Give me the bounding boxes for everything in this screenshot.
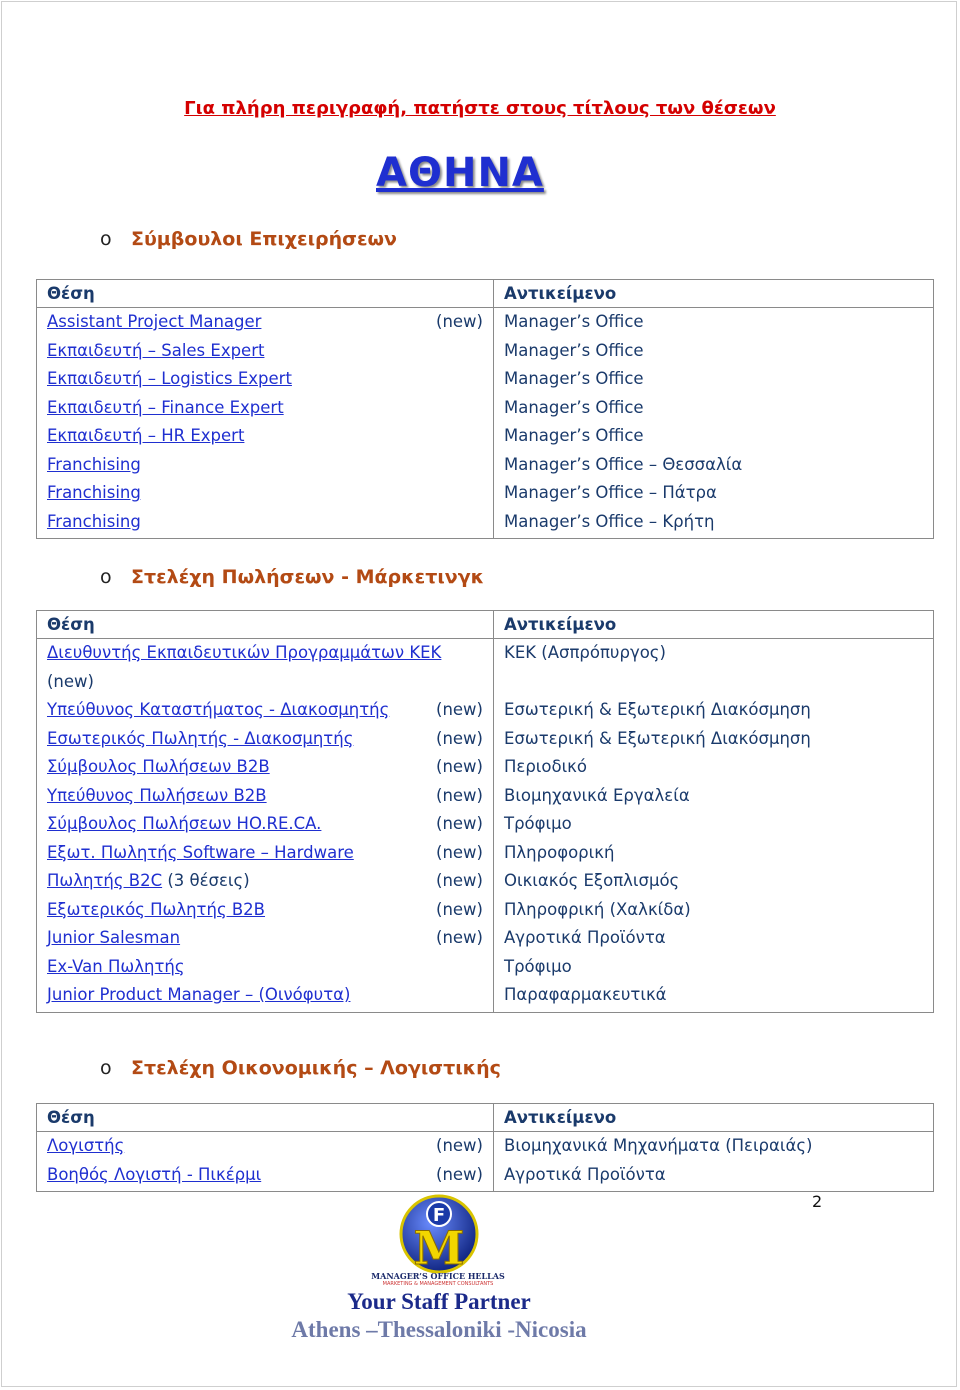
position-link[interactable]: Πωλητής B2C xyxy=(47,871,163,890)
position-cell xyxy=(37,867,494,896)
svg-text:M: M xyxy=(413,1221,465,1275)
header-object: Αντικείμενο xyxy=(494,280,934,308)
new-badge: (new) xyxy=(436,1164,483,1184)
position-link[interactable]: Εξωτ. Πωλητής Software – Hardware xyxy=(47,842,354,862)
position-wrap xyxy=(47,394,284,423)
position-wrap xyxy=(47,639,441,668)
table-row xyxy=(37,451,934,480)
new-badge: (new) xyxy=(436,728,483,748)
position-cell xyxy=(37,839,494,868)
new-badge: (new) xyxy=(436,842,483,862)
position-cell xyxy=(37,782,494,811)
table-row xyxy=(37,508,934,539)
position-cell xyxy=(37,924,494,953)
bullet: o xyxy=(100,1057,112,1079)
new-badge: (new) xyxy=(436,757,483,776)
position-wrap xyxy=(47,839,354,868)
position-link[interactable]: Λογιστής xyxy=(47,1136,125,1155)
position-cell xyxy=(37,953,494,982)
object-cell: Πληροφρική (Χαλκίδα) xyxy=(494,896,934,925)
position-wrap xyxy=(47,953,185,982)
section-title-consultants xyxy=(100,228,397,250)
position-wrap xyxy=(47,479,141,508)
position-wrap xyxy=(47,696,389,725)
position-wrap xyxy=(47,308,261,337)
section-title-sales xyxy=(100,566,484,588)
new-badge: (new) xyxy=(436,785,483,805)
table-row xyxy=(37,639,934,697)
position-cell xyxy=(37,508,494,539)
table-row xyxy=(37,365,934,394)
position-wrap xyxy=(47,725,353,754)
jobs-table-sales xyxy=(36,610,934,1013)
bullet: o xyxy=(100,228,112,250)
new-badge: (new) xyxy=(436,871,483,890)
new-badge: (new) xyxy=(436,814,483,833)
position-cell xyxy=(37,308,494,337)
table-body xyxy=(37,639,934,1013)
position-link[interactable]: Εσωτερικός Πωλητής - Διακοσμητής xyxy=(47,728,354,748)
new-badge: (new) xyxy=(436,1136,483,1155)
position-link[interactable]: Franchising xyxy=(47,483,141,502)
object-cell: Manager’s Office – Κρήτη xyxy=(494,508,934,539)
position-cell xyxy=(37,639,494,697)
table-row xyxy=(37,479,934,508)
new-badge: (new) xyxy=(436,312,483,331)
object-cell: Manager’s Office – Θεσσαλία xyxy=(494,451,934,480)
position-wrap xyxy=(47,508,141,537)
section-title-finance xyxy=(100,1057,501,1079)
object-cell: Manager’s Office xyxy=(494,308,934,337)
table-row xyxy=(37,839,934,868)
object-cell: Εσωτερική & Εξωτερική Διακόσμηση xyxy=(494,725,934,754)
position-link[interactable]: Εκπαιδευτή – Logistics Expert xyxy=(47,369,292,388)
object-cell: Βιομηχανικά Εργαλεία xyxy=(494,782,934,811)
logo-subtitle: MARKETING & MANAGEMENT CONSULTANTS xyxy=(382,1281,494,1287)
position-cell xyxy=(37,451,494,480)
table-row xyxy=(37,1132,934,1161)
position-link[interactable]: Υπεύθυνος Καταστήματος - Διακοσμητής xyxy=(47,700,390,719)
position-link[interactable]: Ex-Van Πωλητής xyxy=(47,956,185,976)
instruction-link[interactable]: Για πλήρη περιγραφή, πατήστε στους τίτλους των θέσεων xyxy=(184,98,776,119)
position-cell xyxy=(37,365,494,394)
position-cell xyxy=(37,753,494,782)
table-row xyxy=(37,308,934,337)
position-link[interactable]: Σύμβουλος Πωλήσεων Β2Β xyxy=(47,757,270,776)
object-cell: Τρόφιμο xyxy=(494,810,934,839)
table-row xyxy=(37,953,934,982)
object-cell: Τρόφιμο xyxy=(494,953,934,982)
table-row xyxy=(37,394,934,423)
position-wrap xyxy=(47,981,350,1010)
position-cell xyxy=(37,479,494,508)
position-cell xyxy=(37,896,494,925)
table-row xyxy=(37,924,934,953)
position-wrap xyxy=(47,1132,124,1161)
office-cities: Athens –Thessaloniki -Nicosia xyxy=(291,1317,587,1342)
object-cell: Περιοδικό xyxy=(494,753,934,782)
table-header xyxy=(37,280,934,308)
position-wrap xyxy=(47,451,141,480)
position-wrap xyxy=(47,924,180,953)
position-link[interactable]: Εξωτερικός Πωλητής Β2Β xyxy=(47,899,266,919)
header-position: Θέση xyxy=(37,1104,494,1132)
position-link[interactable]: Franchising xyxy=(47,511,141,531)
svg-text:F: F xyxy=(432,1205,446,1226)
table-body xyxy=(37,1132,934,1192)
position-link[interactable]: Εκπαιδευτή – Sales Expert xyxy=(47,340,265,360)
table-row xyxy=(37,696,934,725)
jobs-table-finance xyxy=(36,1103,934,1192)
city-heading: ΑΘΗΝΑ xyxy=(376,150,544,196)
position-suffix: (3 θέσεις) xyxy=(162,871,250,890)
header-object: Αντικείμενο xyxy=(494,1104,934,1132)
position-wrap xyxy=(47,810,321,839)
table-row xyxy=(37,422,934,451)
page-number: 2 xyxy=(812,1192,823,1211)
header-object: Αντικείμενο xyxy=(494,611,934,639)
tagline: Your Staff Partner xyxy=(347,1289,531,1314)
object-cell: Εσωτερική & Εξωτερική Διακόσμηση xyxy=(494,696,934,725)
position-cell xyxy=(37,1132,494,1161)
object-cell: Πληροφορική xyxy=(494,839,934,868)
position-link[interactable]: Junior Product Manager – (Οινόφυτα) xyxy=(47,985,351,1004)
jobs-table-consultants xyxy=(36,279,934,539)
table-row xyxy=(37,810,934,839)
table-row xyxy=(37,981,934,1012)
position-wrap xyxy=(47,422,244,451)
object-cell: Βιομηχανικά Μηχανήματα (Πειραιάς) xyxy=(494,1132,934,1161)
table-row xyxy=(37,1161,934,1192)
position-cell xyxy=(37,981,494,1012)
table-row xyxy=(37,337,934,366)
header-position: Θέση xyxy=(37,611,494,639)
object-cell: Αγροτικά Προϊόντα xyxy=(494,924,934,953)
object-cell: Παραφαρμακευτικά xyxy=(494,981,934,1012)
object-cell: Αγροτικά Προϊόντα xyxy=(494,1161,934,1192)
section-title-text: Στελέχη Πωλήσεων - Μάρκετινγκ xyxy=(131,566,485,588)
object-cell: Manager’s Office xyxy=(494,365,934,394)
section-title-text: Στελέχη Οικονομικής – Λογιστικής xyxy=(131,1057,501,1079)
position-cell xyxy=(37,810,494,839)
object-cell: Οικιακός Εξοπλισμός xyxy=(494,867,934,896)
position-link[interactable]: Εκπαιδευτή – HR Expert xyxy=(47,426,245,445)
position-cell xyxy=(37,725,494,754)
logo-company-name: MANAGER’S OFFICE HELLAS xyxy=(371,1271,505,1281)
bullet: o xyxy=(100,566,112,588)
position-cell xyxy=(37,422,494,451)
position-wrap xyxy=(47,365,292,394)
object-cell: ΚΕΚ (Ασπρόπυργος) xyxy=(494,639,934,697)
table-header xyxy=(37,611,934,639)
table-row xyxy=(37,867,934,896)
position-wrap xyxy=(47,1161,261,1190)
position-cell xyxy=(37,337,494,366)
new-badge: (new) xyxy=(47,671,94,691)
table-body xyxy=(37,308,934,539)
position-link[interactable]: Junior Salesman xyxy=(47,928,181,947)
position-link[interactable]: Υπεύθυνος Πωλήσεων Β2Β xyxy=(47,785,267,805)
table-row xyxy=(37,896,934,925)
object-cell: Manager’s Office xyxy=(494,337,934,366)
object-cell: Manager’s Office – Πάτρα xyxy=(494,479,934,508)
position-wrap xyxy=(47,782,267,811)
position-link[interactable]: Assistant Project Manager xyxy=(47,312,262,331)
position-wrap xyxy=(47,896,265,925)
new-badge: (new) xyxy=(436,899,483,919)
position-cell xyxy=(37,1161,494,1192)
position-link[interactable]: Βοηθός Λογιστή - Πικέρμι xyxy=(47,1164,262,1184)
position-wrap xyxy=(47,337,264,366)
table-header xyxy=(37,1104,934,1132)
position-cell xyxy=(37,696,494,725)
new-badge: (new) xyxy=(436,700,483,719)
position-link[interactable]: Διευθυντής Εκπαιδευτικών Προγραμμάτων ΚΕΚ xyxy=(47,643,442,662)
position-cell xyxy=(37,394,494,423)
table-row xyxy=(37,782,934,811)
position-link[interactable]: Σύμβουλος Πωλήσεων HO.RE.CA. xyxy=(47,814,322,833)
table-row xyxy=(37,753,934,782)
table-row xyxy=(37,725,934,754)
header-position: Θέση xyxy=(37,280,494,308)
section-title-text: Σύμβουλοι Επιχειρήσεων xyxy=(131,228,397,250)
position-wrap xyxy=(47,867,250,896)
position-link[interactable]: Εκπαιδευτή – Finance Expert xyxy=(47,397,284,417)
position-wrap xyxy=(47,753,270,782)
new-badge: (new) xyxy=(436,928,483,947)
position-link[interactable]: Franchising xyxy=(47,454,141,474)
object-cell: Manager’s Office xyxy=(494,394,934,423)
object-cell: Manager’s Office xyxy=(494,422,934,451)
